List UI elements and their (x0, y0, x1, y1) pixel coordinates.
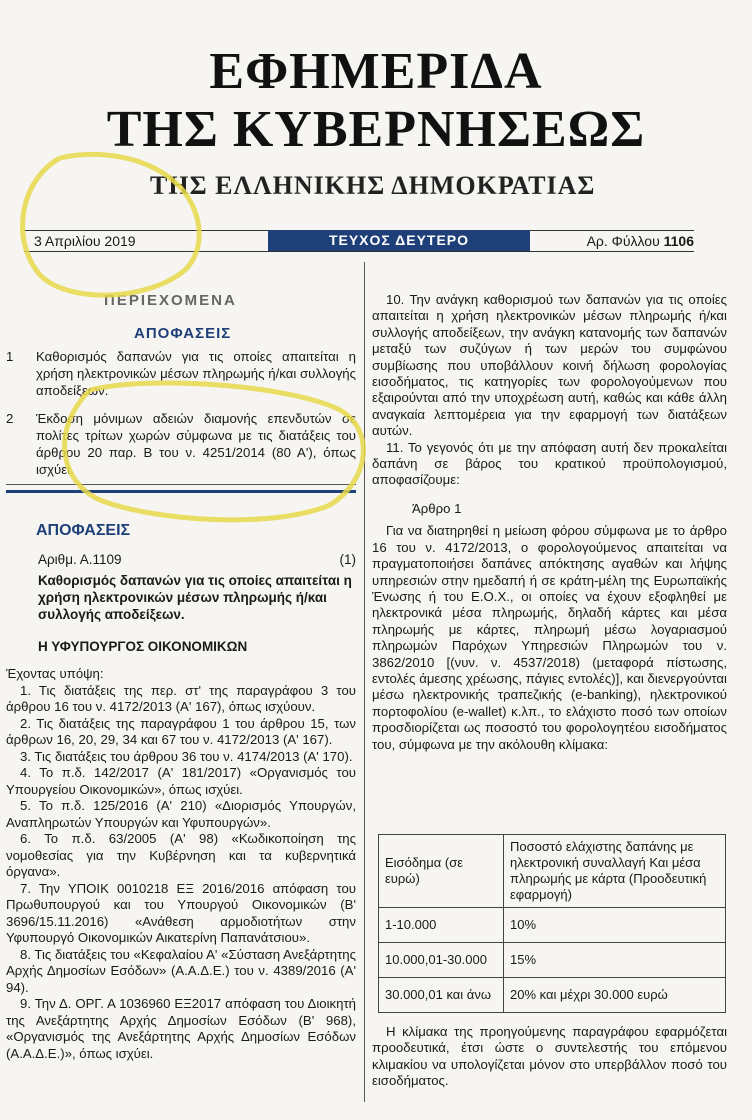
consideration-item: 4. Το π.δ. 142/2017 (Α' 181/2017) «Οργανισμός του Υπουργείου Οικονομικών», όπως ισχύει. (6, 765, 356, 797)
table-cell-rate: 15% (504, 943, 726, 978)
paragraph-10: 10. Την ανάγκη καθορισμού των δαπανών για τις οποίες απαιτείται η χρήση ηλεκτρονικών μέσων πληρωμής ή/και συλλογής αποδείξεων, την ανάγκη κατανομής των δαπανών μεταξύ των συζύγων ή των μερών του συμφώνου συμβίωσης που υποβάλλουν κοινή δήλωση φορολογίας εισοδήματος, τις κατηγορίες των φορολογούμενων που εξαιρούνται από την υποχρέωση αυτή, καθώς και κάθε άλλη αναγκαία λεπτομέρεια για την εφαρμογή των διατάξεων αυτών. (372, 292, 727, 439)
consideration-item: 6. Το π.δ. 63/2005 (Α' 98) «Κωδικοποίηση της νομοθεσίας για την Κυβέρνηση και τα κυβερνητικά όργανα». (6, 831, 356, 879)
consideration-item: 8. Τις διατάξεις του «Κεφαλαίου Α' «Σύσταση Ανεξάρτητης Αρχής Δημοσίων Εσόδων» (Α.Α.Δ.Ε.) του ν. 4389/2016 (Α' 94). (6, 946, 356, 995)
decisions-heading: ΑΠΟΦΑΣΕΙΣ (36, 522, 131, 539)
contents-item-text: Έκδοση μόνιμων αδειών διαμονής επενδυτών σε πολίτες τρίτων χωρών σύμφωνα με τις διατάξεις του άρθρου 20 παρ. Β του ν. 4251/2014 (80 Α'), όπως ισχύει. (36, 411, 356, 477)
closing-text: Η κλίμακα της προηγούμενης παραγράφου εφαρμόζεται προοδευτικά, έτσι ώστε ο συντελεστής του επόμενου κλιμακίου να υπολογίζεται μόνον στο υπερβάλλον ποσό του εισοδήματος. (372, 1024, 727, 1089)
table-row (379, 908, 726, 943)
masthead-line1: ΕΦΗΜΕΡΙΔΑ (209, 43, 543, 100)
table-row (379, 835, 726, 908)
table-cell-income: 30.000,01 και άνω (379, 978, 504, 1013)
masthead-line3: ΤΗΣ ΕΛΛΗΝΙΚΗΣ ΔΗΜΟΚΡΑΤΙΑΣ (150, 171, 596, 200)
contents-item (6, 348, 356, 399)
issue-date: 3 Απριλίου 2019 (34, 233, 136, 249)
contents-item-text: Καθορισμός δαπανών για τις οποίες απαιτείται η χρήση ηλεκτρονικών μέσων πληρωμής ή/και συλλογής αποδείξεων. (36, 349, 356, 398)
divider-thick (6, 490, 356, 493)
article-heading: Άρθρο 1 (412, 500, 462, 516)
consideration-item: 9. Την Δ. ΟΡΓ. Α 1036960 ΕΞ2017 απόφαση του Διοικητή της Ανεξάρτητης Αρχής Δημοσίων Εσόδων (Β' 968), «Οργανισμός της Ανεξάρτητης Αρχής Δημοσίων Εσόδων (Α.Α.Δ.Ε.)», όπως ισχύει. (6, 996, 356, 1061)
contents-title: ΠΕΡΙΕΧΟΜΕΝΑ (104, 292, 237, 309)
sheet-value: 1106 (663, 233, 694, 249)
decision-ref: (1) (339, 552, 356, 567)
consideration-item: 2. Τις διατάξεις της παραγράφου 1 του άρθρου 15, των άρθρων 16, 20, 29, 34 και 67 του ν. 4172/2013 (Α' 167). (6, 715, 356, 747)
minister-heading: Η ΥΦΥΠΟΥΡΓΟΣ ΟΙΚΟΝΟΜΙΚΩΝ (38, 639, 248, 654)
table-cell-income: 1-10.000 (379, 908, 504, 943)
paragraph-11: 11. Το γεγονός ότι με την απόφαση αυτή δεν προκαλείται δαπάνη σε βάρος του κρατικού προϋπολογισμού, αποφασίζουμε: (372, 439, 727, 488)
contents-item-number: 1 (6, 349, 14, 364)
highlight-circle-date (0, 140, 220, 310)
consideration-item: 3. Τις διατάξεις του άρθρου 36 του ν. 4174/2013 (Α' 170). (20, 748, 353, 764)
right-column-top (372, 292, 727, 753)
article-text: Για να διατηρηθεί η μείωση φόρου σύμφωνα με το άρθρο 16 του ν. 4172/2013, ο φορολογούμενος απαιτείται να πραγματοποιήσει δαπάνες απόκτησης αγαθών και λήψης υπηρεσιών στην ημεδαπή ή σε κράτη-μέλη της Ευρωπαϊκής Ένωσης ή του Ε.Ο.Χ., οι οποίες να έχουν εξοφληθεί με ηλεκτρονικά μέσα πληρωμής, δηλαδή κάρτες και μέσα πληρωμής με κάρτες, πληρωμή μέσω λογαριασμού πληρωμών Παρόχων Υπηρεσιών Πληρωμών του ν. 3862/2010 [(νυν. ν. 4537/2018) (μεταφορά πίστωσης, εντολές άμεσης χρέωσης, πάγιες εντολές)], και διενεργούνται μέσω ηλεκτρονικής τραπεζικής (e-banking), ηλεκτρονικού πορτοφολίου (e-wallet) κ.λπ., το ελάχιστο ποσό των οποίων προσδιορίζεται ως ποσοστό του φορολογητέου εισοδήματος του, σύμφωνα με την ακόλουθη κλίμακα: (372, 523, 727, 752)
closing-paragraph (372, 1024, 727, 1090)
contents-subtitle: ΑΠΟΦΑΣΕΙΣ (134, 325, 232, 342)
contents-item (6, 410, 356, 478)
considerations-intro: Έχοντας υπόψη: (6, 666, 104, 681)
decision-title: Καθορισμός δαπανών για τις οποίες απαιτείται η χρήση ηλεκτρονικών μέσων πληρωμής ή/και συλλογής αποδείξεων. (38, 573, 352, 622)
consideration-item: 5. Το π.δ. 125/2016 (Α' 210) «Διορισμός Υπουργών, Αναπληρωτών Υπουργών και Υφυπουργών». (6, 798, 356, 830)
sheet-number (587, 233, 694, 249)
table-header-rate: Ποσοστό ελάχιστης δαπάνης με ηλεκτρονική συναλλαγή Και μέσα πληρωμής με κάρτα (Προοδευτική εφαρμογή) (504, 835, 726, 908)
masthead-line2: ΤΗΣ ΚΥΒΕΡΝΗΣΕΩΣ (106, 101, 646, 158)
table-row (379, 943, 726, 978)
table-row (379, 978, 726, 1013)
table-cell-income: 10.000,01-30.000 (379, 943, 504, 978)
issue-label: ΤΕΥΧΟΣ ΔΕΥΤΕΡΟ (268, 230, 530, 251)
decision-number: Αριθμ. Α.1109 (38, 552, 122, 567)
consideration-item: 1. Τις διατάξεις της περ. στ' της παραγράφου 3 του άρθρου 16 του ν. 4172/2013 (Α' 167), όπως ισχύουν. (6, 682, 356, 714)
table-cell-rate: 10% (504, 908, 726, 943)
contents-item-number: 2 (6, 411, 14, 426)
decision-number-row (38, 552, 356, 567)
sheet-label: Αρ. Φύλλου (586, 233, 660, 249)
divider-thin (6, 484, 356, 485)
consideration-item: 7. Την ΥΠΟΙΚ 0010218 ΕΞ 2016/2016 απόφαση του Πρωθυπουργού και του Υπουργού Οικονομικών (Β' 3696/15.11.2016) «Ανάθεση αρμοδιοτήτων στην Υφυπουργό Οικονομικών Αικατερίνη Παπανάτσιου». (6, 880, 356, 945)
column-divider (364, 262, 365, 1102)
issue-bar (24, 230, 694, 252)
considerations (6, 666, 356, 1062)
scale-table (378, 834, 726, 1013)
table-cell-rate: 20% και μέχρι 30.000 ευρώ (504, 978, 726, 1013)
table-header-income: Εισόδημα (σε ευρώ) (379, 835, 504, 908)
